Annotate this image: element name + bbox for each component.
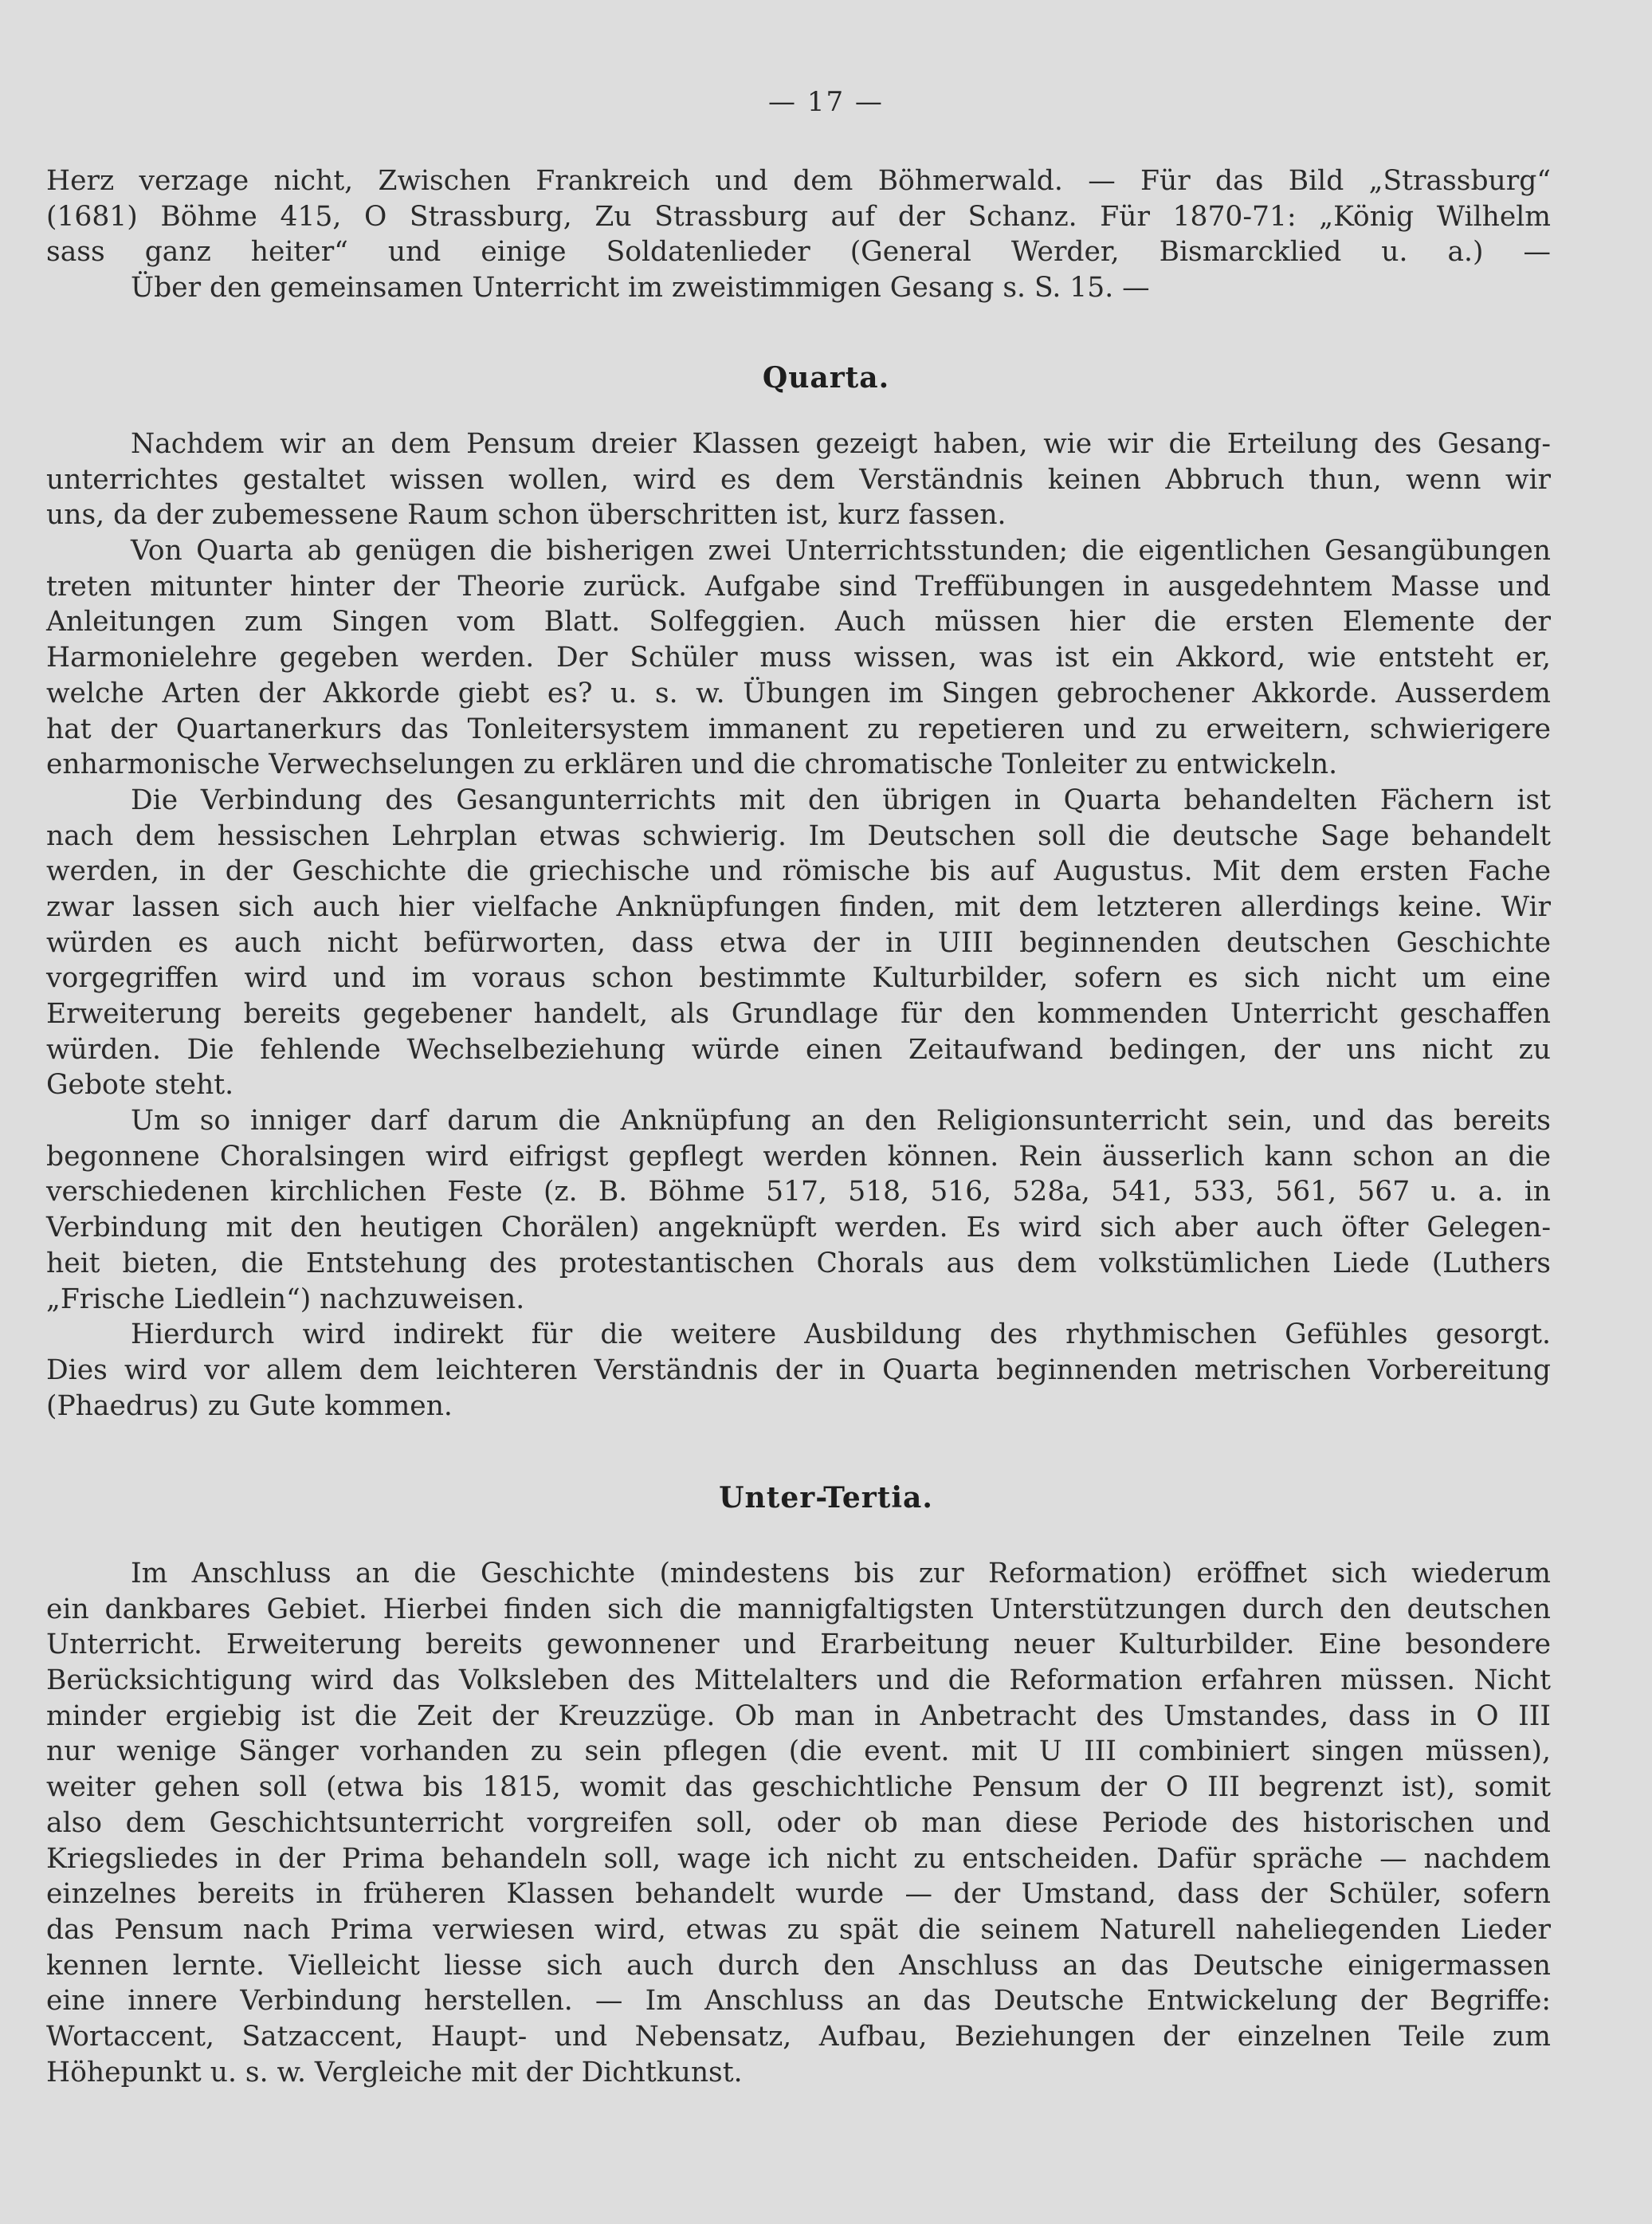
text-line: welche Arten der Akkorde giebt es? u. s. w. Übungen im Singen gebrochener Akkorde. Ausserdem (46, 677, 1551, 709)
text-line: Nachdem wir an dem Pensum dreier Klassen gezeigt haben, wie wir die Erteilung des Gesang- (131, 428, 1551, 460)
text-line: einzelnes bereits in früheren Klassen behandelt wurde — der Umstand, dass der Schüler, sofern (46, 1878, 1551, 1911)
text-line: hat der Quartanerkurs das Tonleitersystem immanent zu repetieren und zu erweitern, schwierigere (46, 713, 1551, 745)
text-line: Kriegsliedes in der Prima behandeln soll, wage ich nicht zu entscheiden. Dafür spräche — nachdem (46, 1842, 1551, 1875)
text-line: uns, da der zubemessene Raum schon überschritten ist, kurz fassen. (46, 499, 1007, 532)
text-line: Unterricht. Erweiterung bereits gewonnener und Erarbeitung neuer Kulturbilder. Eine besondere (46, 1629, 1551, 1661)
text-line: minder ergiebig ist die Zeit der Kreuzzüge. Ob man in Anbetracht des Umstandes, dass in O III (46, 1699, 1551, 1732)
text-line: nur wenige Sänger vorhanden zu sein pflegen (die event. mit U III combiniert singen müssen), (46, 1735, 1551, 1768)
text-line: ein dankbares Gebiet. Hierbei finden sich die mannigfaltigsten Unterstützungen durch den deutschen (46, 1593, 1551, 1625)
text-line: (Phaedrus) zu Gute kommen. (46, 1389, 453, 1422)
text-line: Anleitungen zum Singen vom Blatt. Solfeggien. Auch müssen hier die ersten Elemente der (46, 606, 1551, 639)
text-line: Berücksichtigung wird das Volksleben des Mittelalters und die Reformation erfahren müssen. Nicht (46, 1664, 1551, 1697)
text-line: werden, in der Geschichte die griechische und römische bis auf Augustus. Mit dem ersten Fache (46, 855, 1551, 888)
text-line: nach dem hessischen Lehrplan etwas schwierig. Im Deutschen soll die deutsche Sage behandelt (46, 819, 1551, 852)
text-line: Im Anschluss an die Geschichte (mindestens bis zur Reformation) eröffnet sich wiederum (131, 1558, 1551, 1589)
text-line: zwar lassen sich auch hier vielfache Anknüpfungen finden, mit dem letzteren allerdings keine. Wir (46, 890, 1551, 923)
text-line: Harmonielehre gegeben werden. Der Schüler muss wissen, was ist ein Akkord, wie entsteht er, (46, 642, 1551, 674)
text-line: eine innere Verbindung herstellen. — Im Anschluss an das Deutsche Entwickelung der Begriffe: (46, 1985, 1551, 2018)
intro-paragraph (46, 163, 1551, 306)
text-line: Über den gemeinsamen Unterricht im zweistimmigen Gesang s. S. 15. — (131, 272, 1150, 305)
text-line: verschiedenen kirchlichen Feste (z. B. Böhme 517, 518, 516, 528a, 541, 533, 561, 567 u. a. in (46, 1176, 1551, 1208)
text-line: würden. Die fehlende Wechselbeziehung würde einen Zeitaufwand bedingen, der uns nicht zu (46, 1033, 1551, 1066)
page-number: — 17 — (768, 86, 884, 118)
text-line: Von Quarta ab genügen die bisherigen zwei Unterrichtsstunden; die eigentlichen Gesangübungen (131, 535, 1551, 568)
text-line: Um so inniger darf darum die Anknüpfung an den Religionsunterricht sein, und das bereits (131, 1105, 1551, 1138)
text-line: Erweiterung bereits gegebener handelt, als Grundlage für den kommenden Unterricht geschaffen (46, 998, 1551, 1030)
quarta-section-body (46, 426, 1551, 1424)
text-line: also dem Geschichtsunterricht vorgreifen soll, oder ob man diese Periode des historischen und (46, 1806, 1551, 1839)
text-line: begonnene Choralsingen wird eifrigst gepflegt werden können. Rein äusserlich kann schon an die (46, 1140, 1551, 1173)
section-heading-quarta: Quarta. (762, 361, 890, 395)
text-line: vorgegriffen wird und im voraus schon bestimmte Kulturbilder, sofern es sich nicht um eine (46, 962, 1551, 995)
text-line: treten mitunter hinter der Theorie zurück. Aufgabe sind Treffübungen in ausgedehntem Masse und (46, 570, 1551, 603)
text-line: würden es auch nicht befürworten, dass etwa der in UIII beginnenden deutschen Geschichte (46, 926, 1551, 959)
text-line: (1681) Böhme 415, O Strassburg, Zu Strassburg auf der Schanz. Für 1870-71: „König Wilhelm (46, 200, 1551, 233)
text-line: Herz verzage nicht, Zwischen Frankreich und dem Böhmerwald. — Für das Bild „Strassburg“ (46, 165, 1551, 197)
text-line: Verbindung mit den heutigen Chorälen) angeknüpft werden. Es wird sich aber auch öfter Gelegen- (46, 1212, 1551, 1244)
text-line: heit bieten, die Entstehung des protestantischen Chorals aus dem volkstümlichen Liede (Luthers (46, 1247, 1551, 1279)
text-line: Die Verbindung des Gesangunterrichts mit den übrigen in Quarta behandelten Fächern ist (131, 784, 1551, 816)
text-line: Höhepunkt u. s. w. Vergleiche mit der Dichtkunst. (46, 2056, 743, 2088)
text-line: Wortaccent, Satzaccent, Haupt- und Nebensatz, Aufbau, Beziehungen der einzelnen Teile zum (46, 2020, 1551, 2053)
text-line: Dies wird vor allem dem leichteren Verständnis der in Quarta beginnenden metrischen Vorbereitung (46, 1354, 1551, 1386)
text-line: unterrichtes gestaltet wissen wollen, wird es dem Verständnis keinen Abbruch thun, wenn wir (46, 463, 1551, 496)
text-line: „Frische Liedlein“) nachzuweisen. (46, 1283, 525, 1315)
unter-tertia-section-body (46, 1556, 1551, 2090)
section-heading-unter-tertia: Unter-Tertia. (719, 1481, 933, 1515)
text-line: das Pensum nach Prima verwiesen wird, etwas zu spät die seinem Naturell naheliegenden Lieder (46, 1913, 1551, 1946)
text-line: kennen lernte. Vielleicht liesse sich auch durch den Anschluss an das Deutsche einigermassen (46, 1949, 1551, 1982)
text-line: sass ganz heiter“ und einige Soldatenlieder (General Werder, Bismarcklied u. a.) — (46, 236, 1551, 269)
text-line: weiter gehen soll (etwa bis 1815, womit das geschichtliche Pensum der O III begrenzt ist), somit (46, 1771, 1551, 1804)
text-line: Hierdurch wird indirekt für die weitere Ausbildung des rhythmischen Gefühles gesorgt. (131, 1318, 1551, 1351)
text-line: enharmonische Verwechselungen zu erklären und die chromatische Tonleiter zu entwickeln. (46, 749, 1338, 781)
text-line: Gebote steht. (46, 1069, 234, 1102)
